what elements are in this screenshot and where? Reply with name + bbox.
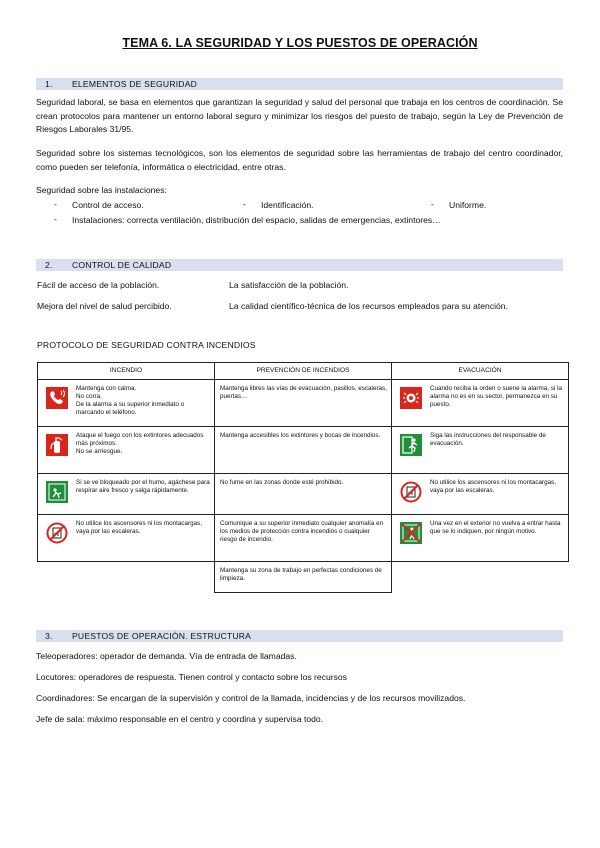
- cell-text: Siga las instrucciones del responsable de evacuación.: [430, 432, 546, 447]
- section-header-3: [36, 630, 563, 642]
- bullet-dash: -: [243, 199, 246, 209]
- table-cell: [215, 474, 392, 515]
- quality-item: Fácil de acceso de la población.: [37, 280, 160, 290]
- column-header-prevencion: PREVENCIÓN DE INCENDIOS: [215, 363, 392, 380]
- section-label: CONTROL DE CALIDAD: [72, 260, 172, 270]
- emergency-exit-icon: [400, 434, 422, 456]
- bullet-dash: -: [54, 214, 57, 224]
- quality-item: La calidad científico-técnica de los recursos empleados para su atención.: [229, 301, 508, 311]
- bullet-dash: -: [54, 199, 57, 209]
- quality-item: La satisfacción de la población.: [229, 280, 349, 290]
- table-cell: [215, 427, 392, 474]
- table-cell: [38, 474, 215, 515]
- section-number: 1.: [45, 79, 53, 89]
- table-row: [38, 562, 569, 593]
- cell-text: No utilice los ascensores ni los montacargas, vaya por las escaleras.: [76, 520, 202, 535]
- section-number: 3.: [45, 631, 53, 641]
- cell-text: Ataque el fuego con los extintores adecuados más próximos. No se arriesgue.: [76, 432, 204, 455]
- section-number: 2.: [45, 260, 53, 270]
- page-title: TEMA 6. LA SEGURIDAD Y LOS PUESTOS DE OPERACIÓN: [122, 36, 478, 50]
- cell-text: Mantenga libres las vías de evacuación, pasillos, escaleras, puertas…: [220, 385, 387, 400]
- bullet-instalaciones: Instalaciones: correcta ventilación, distribución del espacio, salidas de emergencias, extintores…: [72, 215, 441, 225]
- role-locutores: Locutores: operadores de respuesta. Tienen control y contacto sobre los recursos: [36, 672, 347, 682]
- cell-text: Mantenga con calma. No corra. De la alarma a su superior inmediato o marcando el teléfono.: [76, 385, 185, 416]
- empty-cell: [392, 562, 569, 593]
- fire-extinguisher-icon: [46, 434, 68, 456]
- cell-text: No fume en las zonas donde esté prohibido.: [220, 479, 344, 486]
- fire-alarm-icon: [400, 387, 422, 409]
- role-jefe-de-sala: Jefe de sala: máximo responsable en el centro y coordina y supervisa todo.: [36, 714, 324, 724]
- paragraph-instalaciones: Seguridad sobre las instalaciones:: [36, 185, 167, 195]
- cell-text: Cuando reciba la orden o suene la alarma, si la alarma no es en su sector, permanezca en su puesto.: [430, 385, 562, 408]
- table-row: [38, 474, 569, 515]
- quality-item: Mejora del nivel de salud percibido.: [37, 301, 172, 311]
- section-header-2: [36, 259, 563, 271]
- table-header-row: [38, 363, 569, 380]
- section-label: PUESTOS DE OPERACIÓN. ESTRUCTURA: [72, 631, 252, 641]
- table-cell: [215, 562, 392, 593]
- cell-text: No utilice los ascensores ni los montacargas, vaya por las escaleras.: [430, 479, 556, 494]
- section-header-1: [36, 78, 563, 90]
- cell-text: Mantenga accesibles los extintores y bocas de incendios.: [220, 432, 381, 439]
- table-cell: [392, 515, 569, 562]
- role-coordinadores: Coordinadores: Se encargan de la supervisión y control de la llamada, incidencias y de los recursos movilizados.: [36, 693, 466, 703]
- table-row: [38, 515, 569, 562]
- no-return-icon: [400, 522, 422, 544]
- bullet-dash: -: [431, 199, 434, 209]
- table-cell: [38, 380, 215, 427]
- table-cell: [392, 427, 569, 474]
- cell-text: Mantenga su zona de trabajo en perfectas condiciones de limpieza.: [220, 567, 382, 582]
- table-row: [38, 427, 569, 474]
- section-label: ELEMENTOS DE SEGURIDAD: [72, 79, 198, 89]
- role-teleoperadores: Teleoperadores: operador de demanda. Vía de entrada de llamadas.: [36, 651, 297, 661]
- column-header-incendio: INCENDIO: [38, 363, 215, 380]
- bullet-control-acceso: Control de acceso.: [72, 200, 144, 210]
- table-cell: [392, 474, 569, 515]
- fire-phone-icon: [46, 387, 68, 409]
- protocol-heading: PROTOCOLO DE SEGURIDAD CONTRA INCENDIOS: [37, 340, 256, 350]
- table-cell: [38, 515, 215, 562]
- table-cell: [215, 515, 392, 562]
- exit-crouch-icon: [46, 481, 68, 503]
- table-cell: [38, 427, 215, 474]
- cell-text: Una vez en el exterior no vuelva a entrar hasta que se lo indiquen, por ningún motivo.: [430, 520, 561, 535]
- paragraph-seguridad-laboral: Seguridad laboral, se basa en elementos que garantizan la seguridad y salud del personal que trabaja en los centros de coordinación. Se crean protocolos para mantener un entorno laboral seguro y minimizar los riesgos del puesto de trabajo, según la Ley de Prevención de Riesgos Laborales 31/95.: [36, 97, 563, 135]
- cell-text: Comunique a su superior inmediato cualquier anomalía en los medios de protección contra incendios o cualquier riesgo de incendio.: [220, 520, 384, 543]
- column-header-evacuacion: EVACUACIÓN: [392, 363, 569, 380]
- table-cell: [215, 380, 392, 427]
- empty-cell: [38, 562, 215, 593]
- paragraph-seguridad-tecnologica: Seguridad sobre los sistemas tecnológicos, son los elementos de seguridad sobre las herramientas de trabajo del centro coordinador, como pueden ser telefonía, informática o electricidad, entre otras.: [36, 148, 563, 172]
- no-elevator-icon: [46, 522, 68, 544]
- table-cell: [392, 380, 569, 427]
- bullet-identificacion: Identificación.: [261, 200, 314, 210]
- no-elevator-icon: [400, 481, 422, 503]
- fire-protocol-table: [37, 362, 569, 593]
- table-row: [38, 380, 569, 427]
- cell-text: Si se ve bloqueado por el humo, agáchese para respirar aire fresco y salga rápidamente.: [76, 479, 210, 494]
- bullet-uniforme: Uniforme.: [449, 200, 487, 210]
